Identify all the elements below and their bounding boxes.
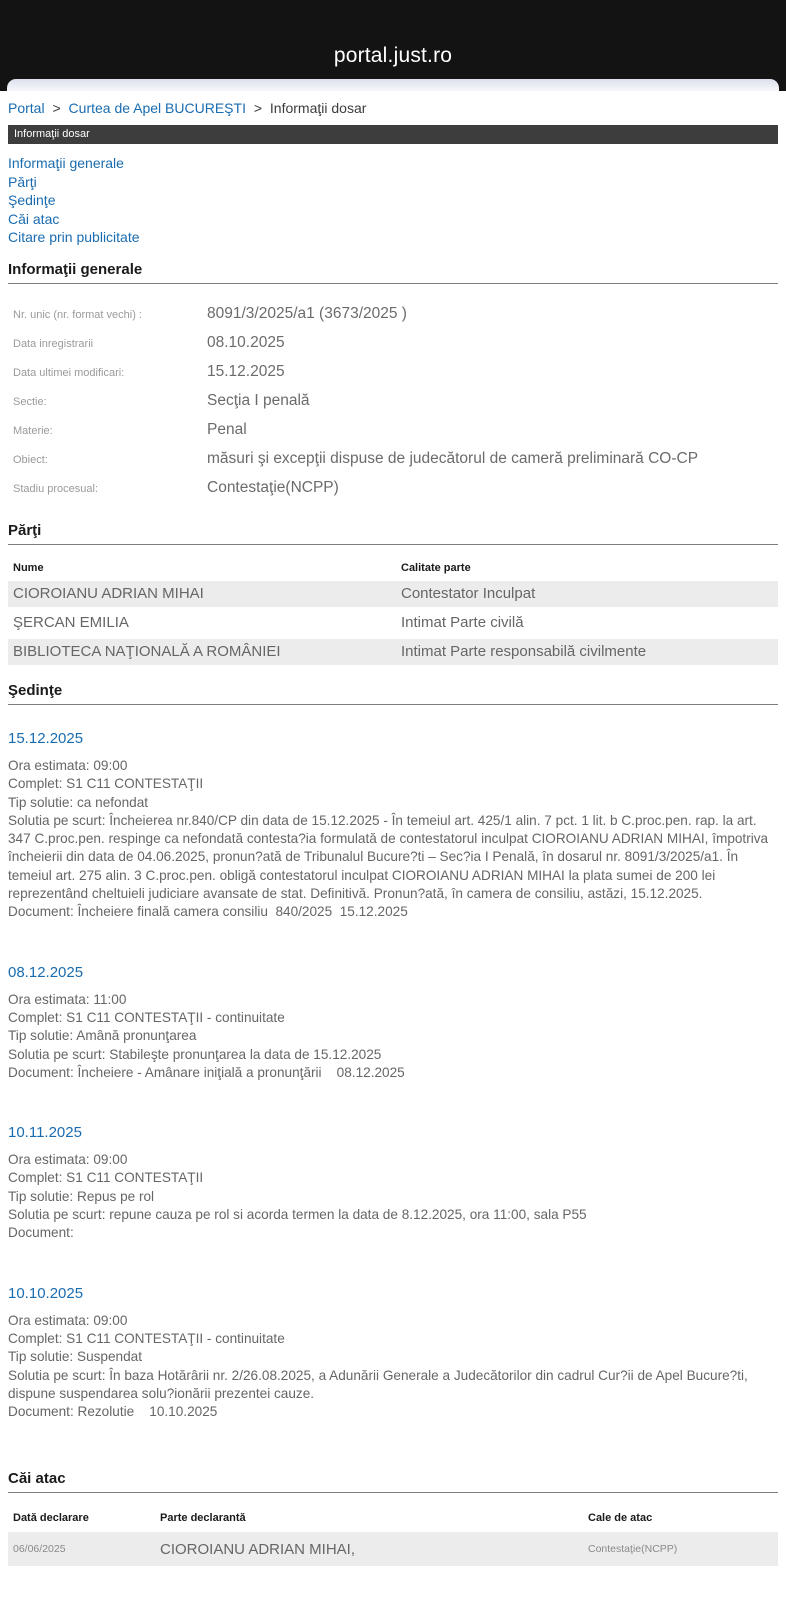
hearing-solution-summary: Solutia pe scurt: Stabileşte pronunţarea la data de 15.12.2025 xyxy=(8,1046,382,1062)
hearing-session xyxy=(8,964,778,1082)
hearing-document: Document: Rezolutie 10.10.2025 xyxy=(8,1404,218,1420)
column-header-calitate-parte: Calitate parte xyxy=(401,561,471,574)
hearing-time: Ora estimata: 09:00 xyxy=(8,1312,128,1328)
hearing-details xyxy=(8,991,778,1082)
info-row-stadiu xyxy=(8,479,778,508)
info-value: Contestaţie(NCPP) xyxy=(207,478,339,496)
content-card-top xyxy=(7,79,779,91)
site-header xyxy=(0,0,786,79)
info-label: Data inregistrarii xyxy=(13,337,94,350)
hearing-details xyxy=(8,1151,778,1242)
hearing-document: Document: Încheiere finală camera consiliu 840/2025 15.12.2025 xyxy=(8,904,408,920)
table-row xyxy=(8,639,778,665)
hearing-details xyxy=(8,757,778,922)
nav-link-cai-atac[interactable]: Căi atac xyxy=(8,210,60,227)
page-title-bar: Informaţii dosar xyxy=(8,125,778,144)
hearing-panel: Complet: S1 C11 CONTESTAŢII - continuitate xyxy=(8,1330,285,1346)
hearing-solution-type: Tip solutie: Suspendat xyxy=(8,1349,143,1365)
parties-table xyxy=(8,554,778,665)
appeal-party: CIOROIANU ADRIAN MIHAI, xyxy=(160,1540,356,1558)
hearing-solution-type: Tip solutie: Amână pronunţarea xyxy=(8,1028,197,1044)
table-row xyxy=(8,610,778,636)
hearing-time: Ora estimata: 09:00 xyxy=(8,1152,128,1168)
appeal-date: 06/06/2025 xyxy=(13,1543,66,1556)
hearing-date-link[interactable]: 10.10.2025 xyxy=(8,1284,84,1302)
info-value: 15.12.2025 xyxy=(207,362,285,380)
hearing-solution-type: Tip solutie: Repus pe rol xyxy=(8,1188,155,1204)
hearing-date-link[interactable]: 10.11.2025 xyxy=(8,1124,82,1142)
appeal-type: Contestaţie(NCPP) xyxy=(588,1543,678,1556)
info-value: 8091/3/2025/a1 (3673/2025 ) xyxy=(207,304,407,322)
info-label: Nr. unic (nr. format vechi) : xyxy=(13,308,142,321)
info-row-sectie xyxy=(8,392,778,421)
hearing-date-link[interactable]: 15.12.2025 xyxy=(8,729,84,747)
hearing-session xyxy=(8,730,778,922)
party-name: BIBLIOTECA NAŢIONALĂ A ROMÂNIEI xyxy=(13,643,281,661)
hearing-session xyxy=(8,1124,778,1242)
hearing-solution-summary: Solutia pe scurt: În baza Hotărârii nr. 2/26.08.2025, a Adunării Generale a Judecătorilor din cadrul Cur?ii de Apel Bucure?ti, dispune suspendarea solu?ionării prezentei cauze. xyxy=(8,1367,752,1401)
party-role: Contestator Inculpat xyxy=(401,585,536,603)
info-row-obiect xyxy=(8,450,778,479)
hearing-document: Document: Încheiere - Amânare iniţială a pronunţării 08.12.2025 xyxy=(8,1064,405,1080)
header-bottom-strip xyxy=(0,79,786,91)
parties-table-header xyxy=(8,554,778,581)
info-row-nr-unic xyxy=(8,305,778,334)
general-info-fields xyxy=(8,305,778,508)
appeals-table xyxy=(8,1503,778,1566)
hearing-time: Ora estimata: 09:00 xyxy=(8,757,128,773)
hearing-panel: Complet: S1 C11 CONTESTAŢII xyxy=(8,776,204,792)
breadcrumb-current: Informaţii dosar xyxy=(269,100,367,116)
section-nav xyxy=(8,154,778,247)
nav-link-informatii-generale[interactable]: Informaţii generale xyxy=(8,155,124,171)
party-role: Intimat Parte civilă xyxy=(401,614,524,632)
hearing-solution-summary: Solutia pe scurt: repune cauza pe rol si acorda termen la data de 8.12.2025, ora 11:00, sala P55 xyxy=(8,1207,587,1223)
column-header-cale-de-atac: Cale de atac xyxy=(588,1512,653,1525)
hearing-details xyxy=(8,1312,778,1422)
section-heading-hearings: Şedinţe xyxy=(8,682,778,705)
breadcrumb-link-court[interactable]: Curtea de Apel BUCUREŞTI xyxy=(68,100,246,116)
nav-link-sedinte[interactable]: Şedinţe xyxy=(8,192,56,209)
info-value: Penal xyxy=(207,420,247,438)
info-value: Secţia I penală xyxy=(207,391,310,409)
info-value: 08.10.2025 xyxy=(207,333,285,351)
breadcrumb-separator: > xyxy=(253,100,263,116)
column-header-nume: Nume xyxy=(13,561,44,574)
info-row-data-modificari xyxy=(8,363,778,392)
nav-link-parti[interactable]: Părţi xyxy=(8,173,37,190)
nav-link-citare-prin-publicitate[interactable]: Citare prin publicitate xyxy=(8,229,140,246)
info-label: Materie: xyxy=(13,424,53,437)
table-row xyxy=(8,581,778,607)
hearing-session xyxy=(8,1285,778,1422)
hearing-time: Ora estimata: 11:00 xyxy=(8,991,127,1007)
breadcrumb-separator: > xyxy=(52,100,61,116)
column-header-data-declarare: Dată declarare xyxy=(13,1512,89,1525)
party-role: Intimat Parte responsabilă civilmente xyxy=(401,643,647,661)
info-label: Obiect: xyxy=(13,453,48,466)
breadcrumb-link-portal[interactable]: Portal xyxy=(8,100,45,116)
column-header-parte-declaranta: Parte declarantă xyxy=(160,1512,246,1525)
hearing-panel: Complet: S1 C11 CONTESTAŢII xyxy=(8,1170,204,1186)
breadcrumb xyxy=(8,100,778,116)
info-value: măsuri şi excepţii dispuse de judecătorul de cameră preliminară CO-CP xyxy=(207,449,699,467)
info-label: Sectie: xyxy=(13,395,47,408)
party-name: ŞERCAN EMILIA xyxy=(13,614,129,632)
info-label: Data ultimei modificari: xyxy=(13,366,125,379)
info-row-data-inregistrarii xyxy=(8,334,778,363)
section-heading-appeals: Căi atac xyxy=(8,1470,778,1493)
hearing-document: Document: xyxy=(8,1225,74,1241)
hearing-solution-summary: Solutia pe scurt: Încheierea nr.840/CP din data de 15.12.2025 - În temeiul art. 425/1 alin. 7 pct. 1 lit. b C.proc.pen. rap. la art. 347 C.proc.pen. respinge ca nefondată contesta?ia formulată de contestatorul inculpat CIOROIANU ADRIAN MIHAI, împotriva încheierii din data de 04.06.2025, pronun?ată de Tribunalul Bucure?ti – Sec?ia I Penală, în dosarul nr. 8091/3/2025/a1. În temeiul art. 275 alin. 3 C.proc.pen. obligă contestatorul inculpat CIOROIANU ADRIAN MIHAI la plata sumei de 200 lei reprezentând cheltuieli judiciare avansate de stat. Definitivă. Pronun?ată, în camera de consiliu, astăzi, 15.12.2025. xyxy=(8,812,772,902)
section-heading-general-info: Informaţii generale xyxy=(8,261,778,284)
table-row xyxy=(8,1532,778,1566)
info-label: Stadiu procesual: xyxy=(13,482,98,495)
hearing-date-link[interactable]: 08.12.2025 xyxy=(8,963,84,981)
site-title: portal.just.ro xyxy=(333,44,453,67)
section-heading-parties: Părţi xyxy=(8,522,778,545)
info-row-materie xyxy=(8,421,778,450)
hearing-panel: Complet: S1 C11 CONTESTAŢII - continuitate xyxy=(8,1009,285,1025)
appeals-table-header xyxy=(8,1503,778,1532)
party-name: CIOROIANU ADRIAN MIHAI xyxy=(13,585,204,603)
hearing-solution-type: Tip solutie: ca nefondat xyxy=(8,794,149,810)
page-content xyxy=(0,100,786,1566)
